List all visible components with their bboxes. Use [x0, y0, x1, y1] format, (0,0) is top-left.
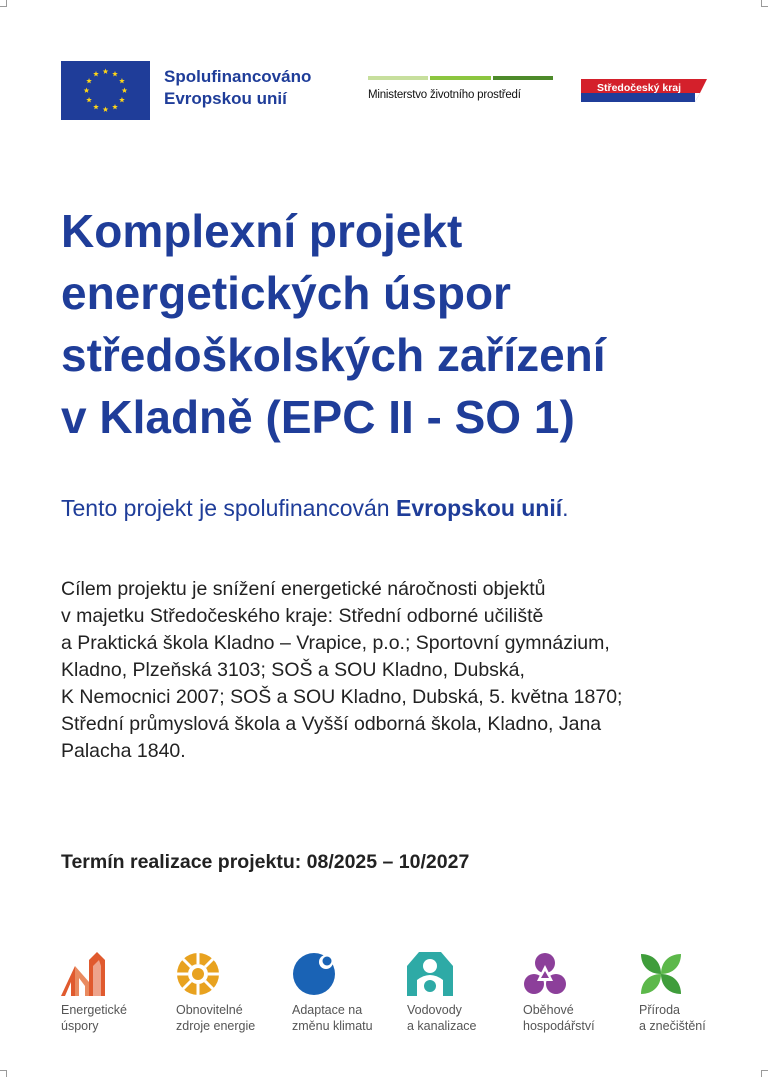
cofinance-statement	[61, 495, 569, 522]
description-line: a Praktická škola Kladno – Vrapice, p.o.; Sportovní gymnázium,	[61, 632, 610, 654]
project-description	[61, 576, 622, 765]
topic-icons-row	[61, 952, 751, 1042]
cofinance-prefix: Tento projekt je spolufinancován	[61, 495, 396, 521]
description-line: K Nemocnici 2007; SOŠ a SOU Kladno, Dubská, 5. května 1870;	[61, 686, 623, 708]
crop-mark-bottom-right	[761, 1070, 768, 1077]
topic-label-line: a kanalizace	[407, 1019, 477, 1033]
title-line: energetických úspor	[61, 267, 511, 319]
topic-label	[176, 1002, 286, 1034]
topic-energy-savings	[61, 952, 171, 1034]
eu-line-1: Spolufinancováno	[164, 67, 312, 86]
circular-economy-icon	[523, 952, 567, 996]
topic-nature	[639, 952, 749, 1034]
topic-label-line: Energetické	[61, 1003, 128, 1017]
project-term: Termín realizace projektu: 08/2025 – 10/2027	[61, 851, 470, 873]
region-label: Středočeský kraj	[597, 82, 682, 94]
topic-circular-economy	[523, 952, 633, 1034]
description-line: Palacha 1840.	[61, 740, 186, 762]
topic-label-line: Příroda	[639, 1003, 680, 1017]
description-line: Kladno, Plzeňská 3103; SOŠ a SOU Kladno, Dubská,	[61, 659, 525, 681]
eu-star	[86, 78, 92, 83]
topic-water	[407, 952, 517, 1034]
topic-label	[407, 1002, 517, 1034]
renewable-energy-icon	[176, 952, 220, 996]
ministry-logo	[368, 76, 553, 101]
topic-label-line: hospodářství	[523, 1019, 595, 1033]
topic-label	[292, 1002, 402, 1034]
eu-star	[84, 88, 90, 93]
eu-star	[93, 104, 99, 109]
eu-flag-icon	[61, 61, 150, 120]
page-title	[61, 200, 751, 448]
eu-star	[112, 104, 118, 109]
description-line: Střední průmyslová škola a Vyšší odborná škola, Kladno, Jana	[61, 713, 602, 735]
topic-label	[61, 1002, 171, 1034]
eu-star	[93, 71, 99, 76]
description-line: Cílem projektu je snížení energetické náročnosti objektů	[61, 578, 546, 600]
description-line: v majetku Středočeského kraje: Střední odborné učiliště	[61, 605, 544, 627]
climate-adaptation-icon	[292, 952, 336, 996]
crop-mark-top-left	[0, 0, 7, 7]
title-line: středoškolských zařízení	[61, 329, 606, 381]
cofinance-eu: Evropskou unií	[396, 495, 563, 521]
topic-label-line: Obnovitelné	[176, 1003, 243, 1017]
water-icon	[407, 952, 453, 996]
eu-star	[103, 69, 109, 74]
nature-icon	[639, 952, 683, 996]
topic-label-line: změnu klimatu	[292, 1019, 373, 1033]
ministry-label: Ministerstvo životního prostředí	[368, 89, 521, 101]
region-logo	[581, 79, 707, 102]
topic-label-line: zdroje energie	[176, 1019, 256, 1033]
crop-mark-top-right	[761, 0, 768, 7]
title-line: v Kladně (EPC II - SO 1)	[61, 391, 575, 443]
topic-label-line: a znečištění	[639, 1019, 706, 1033]
eu-star	[119, 97, 125, 102]
topic-label-line: úspory	[61, 1019, 99, 1033]
topic-label-line: Vodovody	[407, 1003, 462, 1017]
eu-star	[112, 71, 118, 76]
cofinance-suffix: .	[562, 495, 569, 521]
topic-label	[523, 1002, 633, 1034]
topic-renewable-energy	[176, 952, 286, 1034]
topic-label-line: Adaptace na	[292, 1003, 363, 1017]
ministry-color-bars	[368, 76, 553, 80]
eu-star	[122, 88, 128, 93]
title-line: Komplexní projekt	[61, 205, 463, 257]
eu-star	[86, 97, 92, 102]
eu-star	[119, 78, 125, 83]
eu-line-2: Evropskou unií	[164, 89, 287, 108]
topic-label-line: Oběhové	[523, 1003, 574, 1017]
crop-mark-bottom-left	[0, 1070, 7, 1077]
energy-savings-icon	[61, 952, 105, 996]
topic-label	[639, 1002, 749, 1034]
topic-climate-adaptation	[292, 952, 402, 1034]
eu-cofinance-logo-text	[164, 66, 311, 110]
eu-star	[103, 107, 109, 112]
